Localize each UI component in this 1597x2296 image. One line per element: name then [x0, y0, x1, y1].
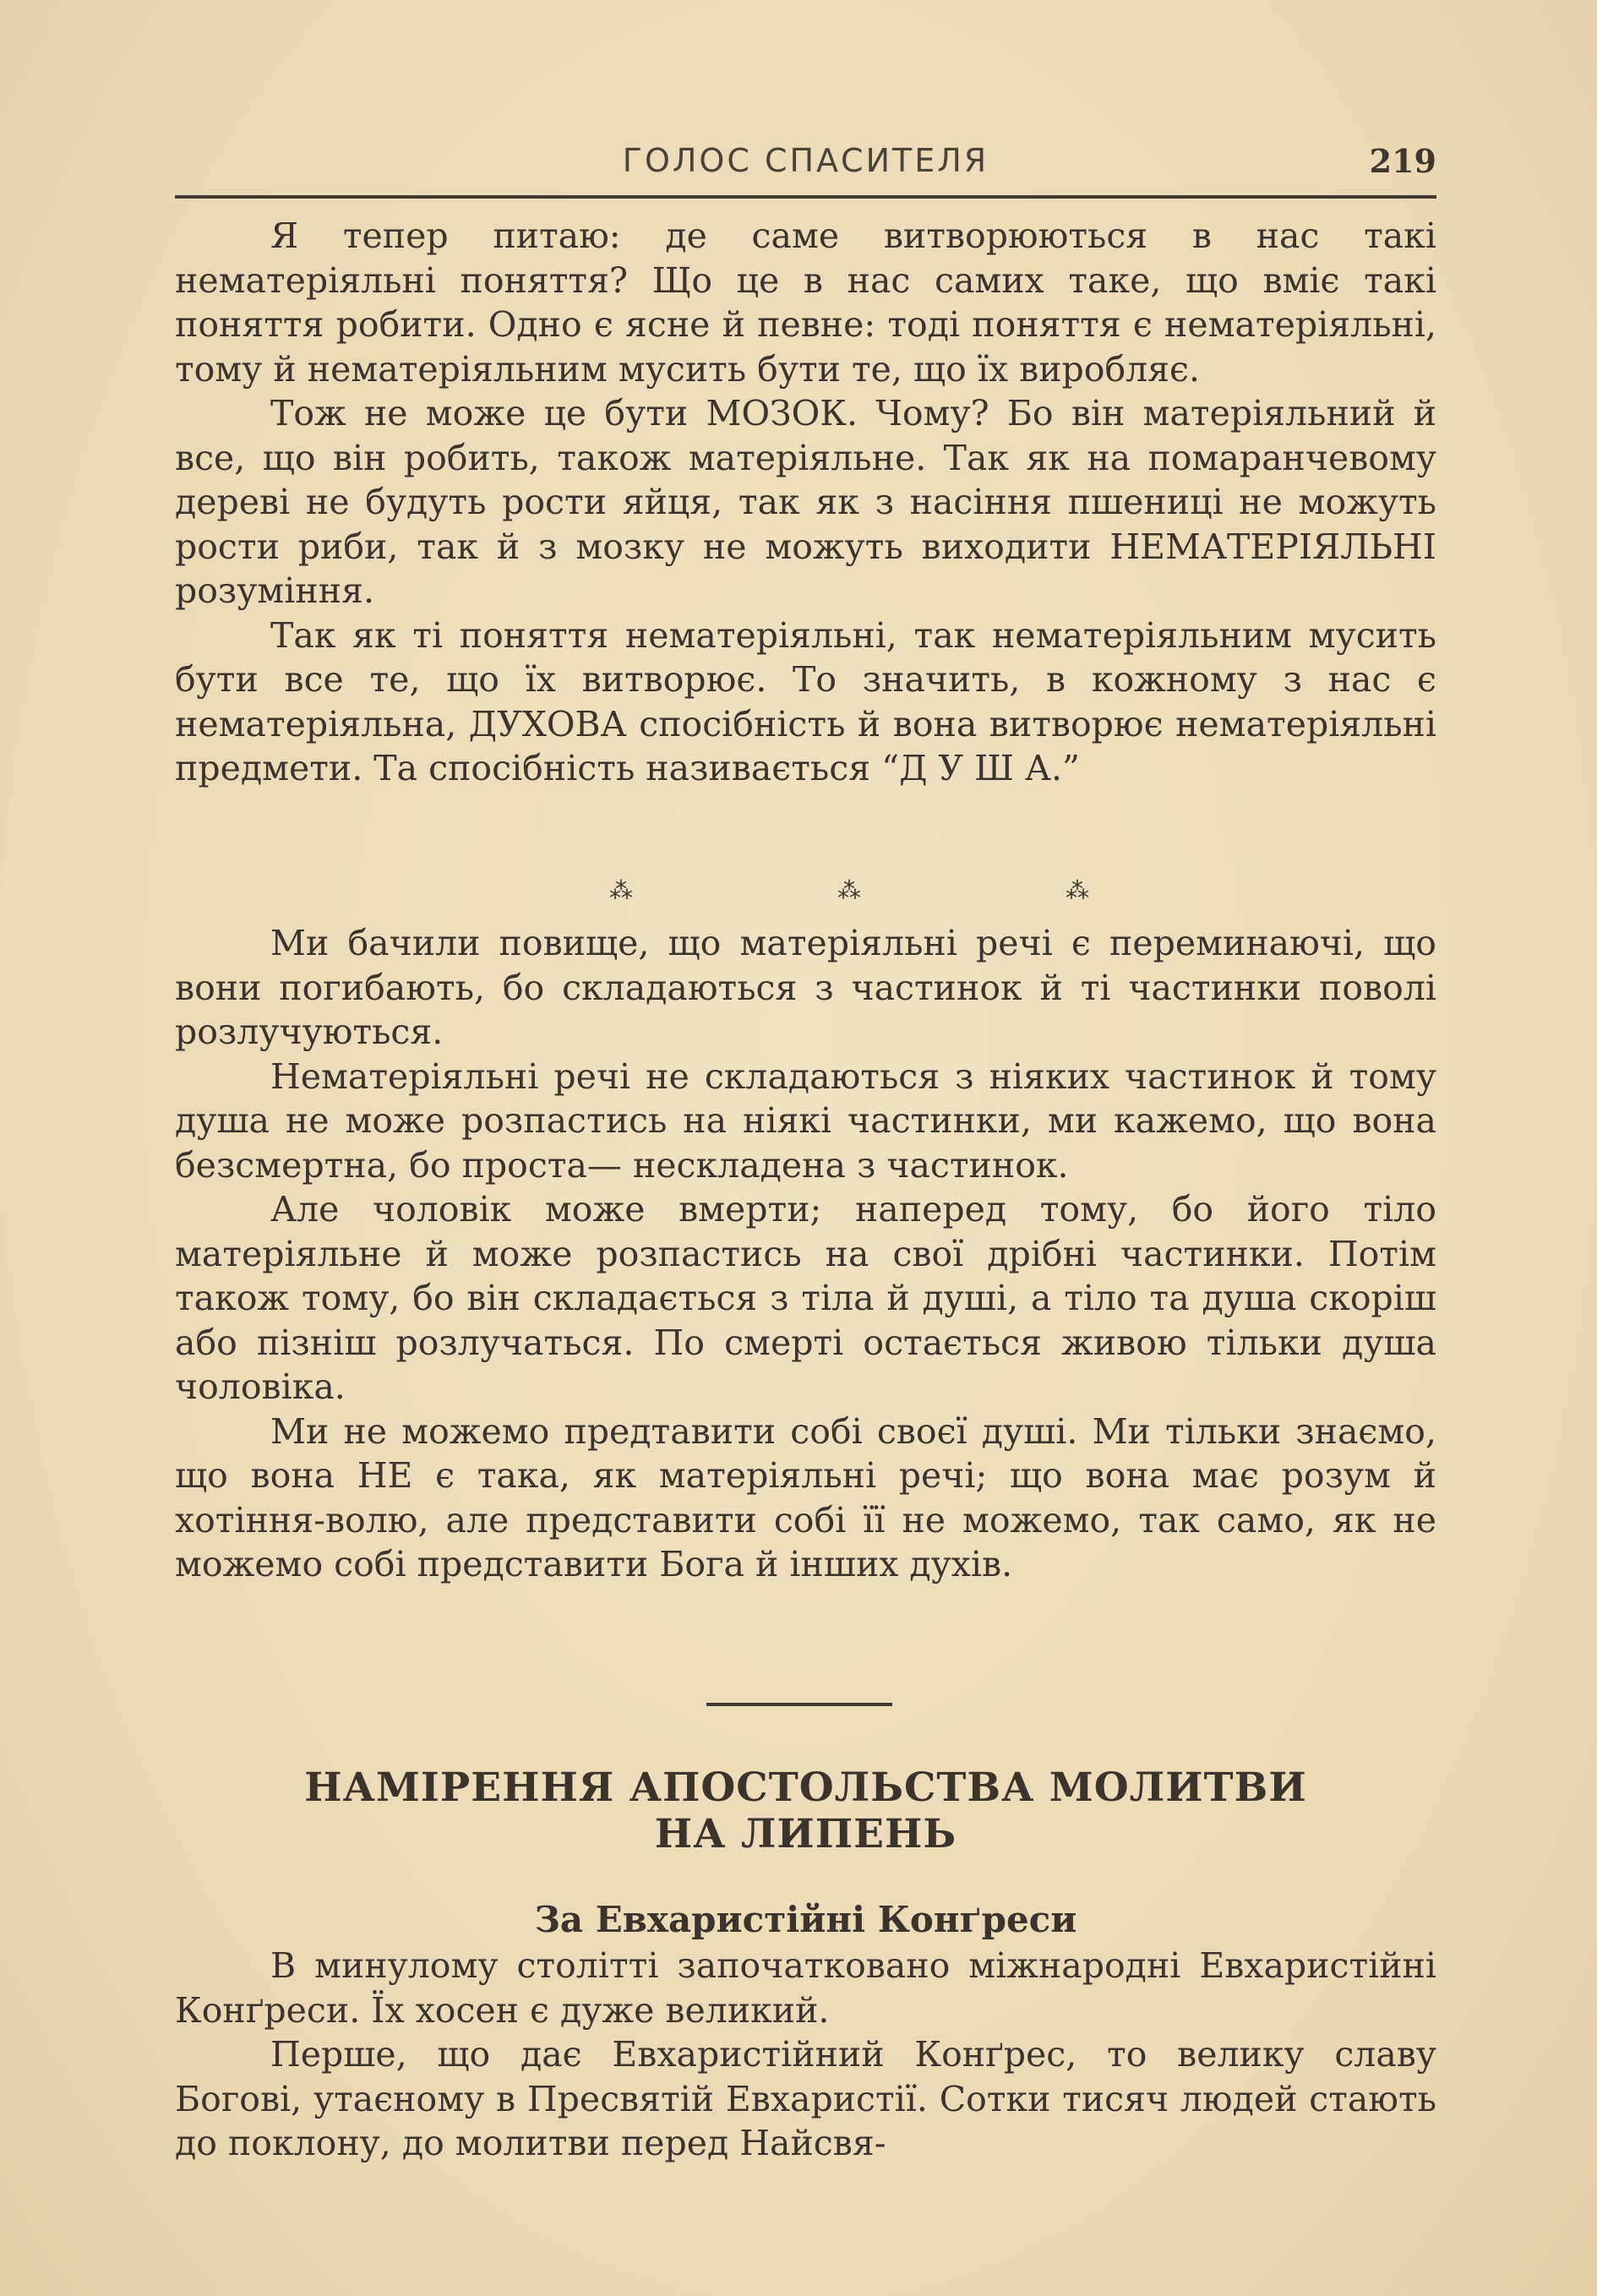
page-number: 219	[1369, 142, 1436, 180]
article-title-line: НАМІРЕННЯ АПОСТОЛЬСТВА МОЛИТВИ	[304, 1764, 1307, 1811]
article-title	[175, 1764, 1436, 1857]
header-rule	[175, 195, 1436, 199]
article-body	[175, 1944, 1436, 2166]
article-divider	[706, 1703, 892, 1706]
paragraph: Тож не може це бути МОЗОК. Чому? Бо він матеріяльний й все, що він робить, також матеріяльне. Так як на помаранчевому дереві не будуть рости яйця, так як з насіння пшениці не можуть рости риби, так й з мозку не можуть виходити НЕМАТЕРІЯЛЬНІ розуміння.	[175, 393, 1436, 611]
paragraph: Перше, що дає Евхаристійний Конґрес, то велику славу Богові, утаєному в Пресвятій Евхаристії. Сотки тисяч людей стають до поклону, до молитви перед Найсвя-	[175, 2034, 1436, 2163]
essay-section-2	[175, 921, 1436, 1587]
article-subtitle: За Евхаристійні Конґреси	[534, 1899, 1077, 1940]
page-header	[175, 142, 1436, 189]
running-title: ГОЛОС СПАСИТЕЛЯ	[622, 142, 989, 179]
asterism-mark: ⁂	[609, 876, 633, 904]
paragraph: Ми не можемо предтавити собі своєї душі. Ми тільки знаємо, що вона НЕ є така, як матеріяльні речі; що вона має розум й хотіння-волю, але представити собі її не можемо, так само, як не можемо собі представити Бога й інших духів.	[175, 1410, 1436, 1584]
asterism-mark: ⁂	[1066, 876, 1089, 904]
paragraph: Ми бачили повище, що матеріяльні речі є переминаючі, що вони погибають, бо складаються з частинок й ті частинки поволі розлучуються.	[175, 923, 1436, 1052]
paragraph: Нематеріяльні речі не складаються з ніяких частинок й тому душа не може розпастись на ніякі частинки, ми кажемо, що вона безсмертна, бо проста— нескладена з частинок.	[175, 1055, 1436, 1186]
paragraph: Але чоловік може вмерти; наперед тому, бо його тіло матеріяльне й може розпастись на свої дрібні частинки. Потім також тому, бо він складається з тіла й душі, а тіло та душа скоріш або пізніш розлучаться. По смерті остається живою тільки душа чоловіка.	[175, 1189, 1436, 1407]
article-title-line: НА ЛИПЕНЬ	[654, 1811, 957, 1857]
paragraph: Так як ті поняття нематеріяльні, так нематеріяльним мусить бути все те, що їх витворює. То значить, в кожному з нас є нематеріяльна, ДУХОВА спосібність й вона витворює нематеріяльні предмети. Та спосібність називається “Д У Ш А.”	[175, 614, 1436, 788]
paragraph: В минулому столітті започатковано міжнародні Евхаристійні Конґреси. Їх хосен є дуже великий.	[175, 1945, 1436, 2031]
paragraph: Я тепер питаю: де саме витворюються в нас такі нематеріяльні поняття? Що це в нас самих таке, що вміє такі поняття робити. Одно є ясне й певне: тоді поняття є нематеріяльні, тому й нематеріяльним мусить бути те, що їх виробляє.	[175, 215, 1436, 390]
asterism-mark: ⁂	[837, 876, 861, 904]
essay-section-1	[175, 214, 1436, 791]
section-break-asterisms	[507, 876, 1191, 904]
